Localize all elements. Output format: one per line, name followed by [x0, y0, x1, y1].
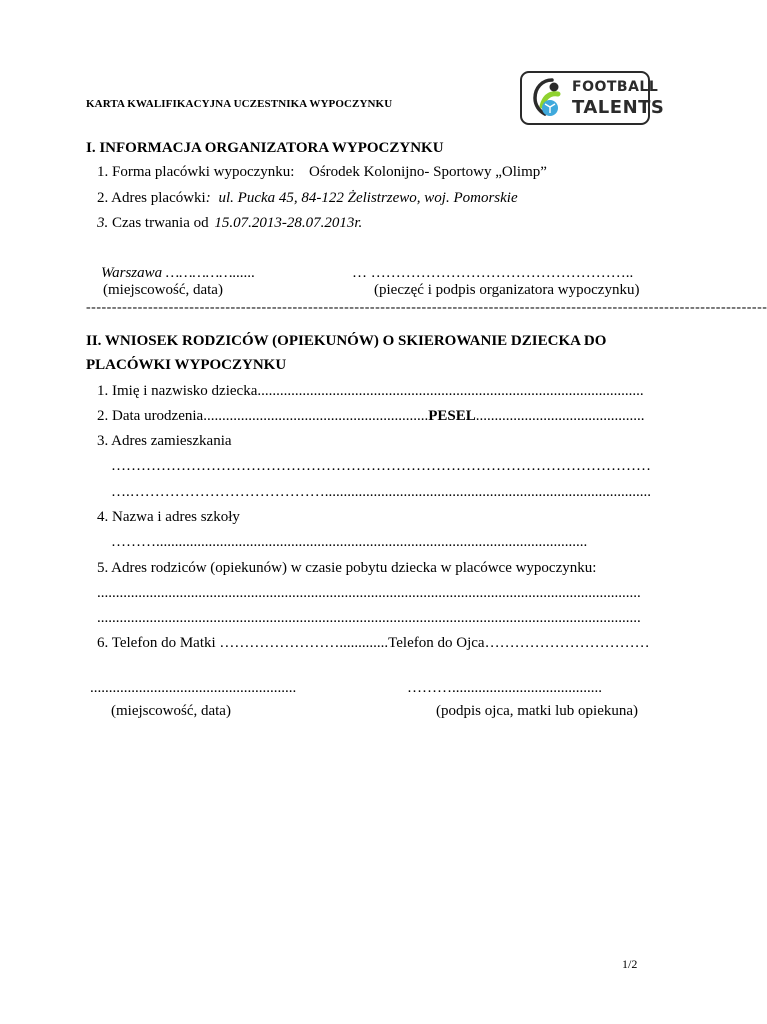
school-line[interactable]: ………...................................................................................................................	[111, 534, 588, 550]
section2-heading-line2: PLACÓWKI WYPOCZYNKU	[86, 357, 287, 373]
organizer-place-caption: (miejscowość, data)	[103, 282, 223, 298]
parent-place-date-caption: (miejscowość, data)	[111, 703, 231, 719]
placowka-address-value: ul. Pucka 45, 84-122 Żelistrzewo, woj. Pomorskie	[218, 190, 518, 206]
parents-address-line1[interactable]: .................................................................................................................................................	[97, 585, 641, 601]
page-number: 1/2	[622, 957, 638, 971]
school-label: 4. Nazwa i adres szkoły	[97, 509, 240, 525]
ball-figure-icon	[532, 78, 570, 120]
organizer-signature-caption: (pieczęć i podpis organizatora wypoczynku)	[374, 282, 640, 298]
father-phone-field[interactable]: Telefon do Ojca……………………………	[388, 635, 650, 651]
placowka-form-label: 1. Forma placówki wypoczynku:	[97, 164, 295, 180]
parent-place-date-dots[interactable]: .......................................................	[90, 680, 297, 696]
home-address-line1[interactable]: ………………………………………………………………………………………………	[111, 458, 651, 474]
mother-phone-field[interactable]: 6. Telefon do Matki …………………….............	[97, 635, 389, 651]
section1-heading: I. INFORMACJA ORGANIZATORA WYPOCZYNKU	[86, 140, 444, 156]
duration-row	[97, 214, 362, 232]
placowka-address-row	[97, 189, 518, 207]
home-address-label: 3. Adres zamieszkania	[97, 433, 232, 449]
placowka-address-label: 2. Adres placówki	[97, 190, 206, 206]
placowka-form-value: Ośrodek Kolonijno- Sportowy „Olimp”	[309, 164, 547, 180]
football-talents-logo	[520, 71, 665, 125]
phones-row	[97, 634, 650, 652]
duration-number: 3.	[97, 215, 109, 231]
logo-text-line1: FOOTBALL	[572, 79, 659, 95]
organizer-signature-dots: … ……………………………………………..	[352, 265, 634, 281]
document-title: KARTA KWALIFIKACYJNA UCZESTNIKA WYPOCZYNKU	[86, 98, 393, 110]
pesel-field[interactable]: .............................................	[475, 408, 645, 424]
placowka-address-colon: :	[205, 190, 211, 206]
section-separator: ------------------------------------------------------------------------------------------------------------------------------------	[86, 300, 767, 315]
parents-address-line2[interactable]: .................................................................................................................................................	[97, 610, 641, 626]
birthdate-field[interactable]: 2. Data urodzenia............................................................	[97, 408, 429, 424]
parent-signature-dots[interactable]: ………........................................	[407, 680, 602, 696]
child-name-field[interactable]: 1. Imię i nazwisko dziecka.......................................................................................................	[97, 383, 644, 399]
duration-label: Czas trwania od	[112, 215, 209, 231]
duration-value: 15.07.2013-28.07.2013r.	[214, 215, 363, 231]
section2-heading-line1: II. WNIOSEK RODZICÓW (OPIEKUNÓW) O SKIEROWANIE DZIECKA DO	[86, 333, 607, 349]
organizer-place-date: Warszawa ……………......	[101, 265, 256, 281]
logo-text-line2: TALENTS	[572, 97, 665, 118]
parents-address-label: 5. Adres rodziców (opiekunów) w czasie pobytu dziecka w placówce wypoczynku:	[97, 560, 597, 576]
parent-signature-caption: (podpis ojca, matki lub opiekuna)	[436, 703, 639, 719]
birthdate-pesel-row	[97, 407, 644, 425]
pesel-label: PESEL	[428, 408, 476, 424]
home-address-line2[interactable]: ….………………………………….......................................................................................	[111, 484, 651, 500]
